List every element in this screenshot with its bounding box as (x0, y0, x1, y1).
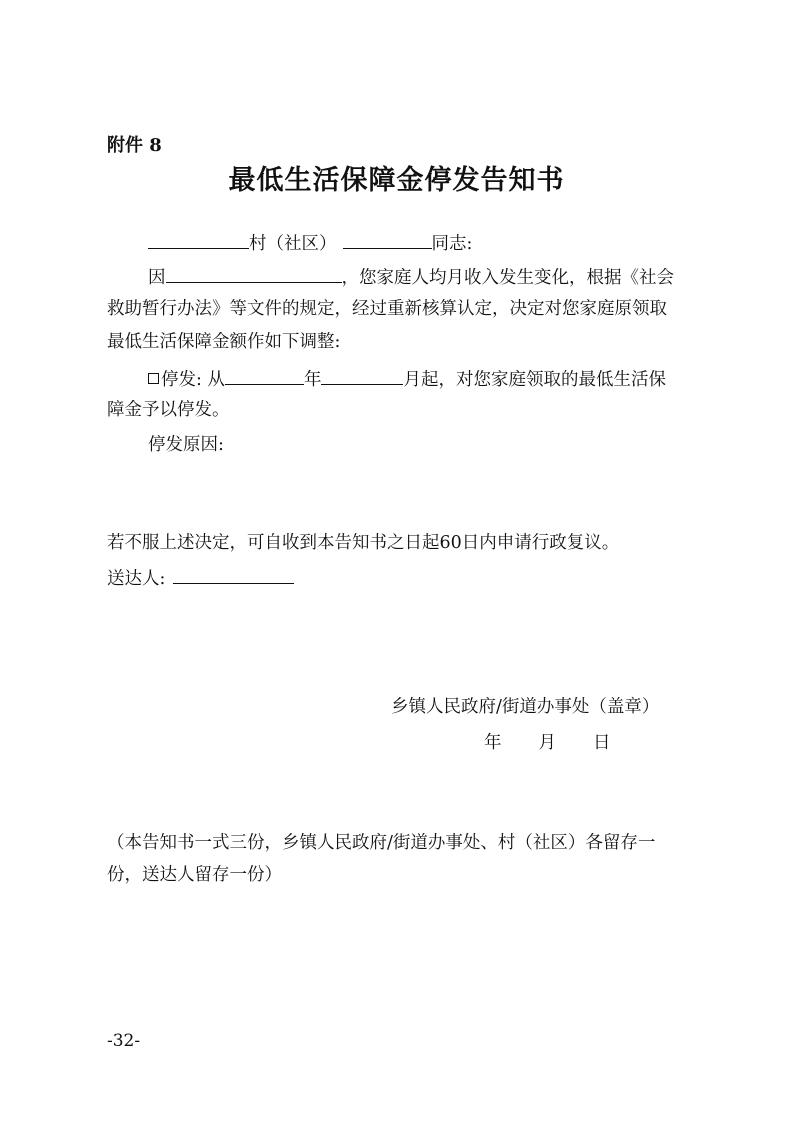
body-line-1 (148, 265, 674, 289)
date-line (484, 732, 611, 754)
reason-prefix: 因 (148, 268, 166, 288)
month-text: 月起，对您家庭领取的最低生活保 (403, 370, 666, 390)
body-line-3: 最低生活保障金额作如下调整: (107, 332, 341, 352)
change-reason-blank[interactable] (166, 265, 342, 283)
note-line-1: （本告知书一式三份，乡镇人民政府/街道办事处、村（社区）各留存一 (107, 833, 656, 853)
stop-option-line (148, 367, 666, 391)
stop-option-line-2: 障金予以停发。 (107, 400, 230, 420)
date-day: 日 (593, 733, 611, 753)
recipient-name-blank[interactable] (343, 231, 432, 249)
reason-text: ，您家庭人均月收入发生变化，根据《社会 (341, 268, 674, 288)
greeting-line (148, 231, 472, 255)
year-label: 年 (303, 370, 322, 390)
issuing-authority: 乡镇人民政府/街道办事处（盖章） (391, 697, 660, 717)
note-line-2: 份，送达人留存一份） (107, 865, 282, 885)
stop-year-blank[interactable] (225, 367, 304, 385)
body-line-2: 救助暂行办法》等文件的规定，经过重新核算认定，决定对您家庭原领取 (107, 299, 667, 319)
deliverer-label: 送达人: (107, 569, 166, 589)
date-year: 年 (484, 733, 502, 753)
village-name-blank[interactable] (148, 231, 249, 249)
attachment-label: 附件 8 (107, 135, 162, 156)
salutation: 同志: (431, 234, 473, 254)
document-title: 最低生活保障金停发告知书 (228, 165, 565, 196)
stop-reason-label: 停发原因: (148, 435, 224, 455)
stop-checkbox[interactable] (148, 373, 159, 384)
deliverer-line (107, 566, 294, 590)
stop-from-label: 停发: 从 (161, 370, 225, 390)
date-month: 月 (538, 733, 556, 753)
deliverer-blank[interactable] (173, 566, 294, 584)
stop-month-blank[interactable] (321, 367, 403, 385)
village-suffix: 村（社区） (249, 234, 337, 254)
appeal-text: 若不服上述决定，可自收到本告知书之日起60日内申请行政复议。 (107, 533, 620, 553)
page-number: -32- (107, 1031, 141, 1051)
